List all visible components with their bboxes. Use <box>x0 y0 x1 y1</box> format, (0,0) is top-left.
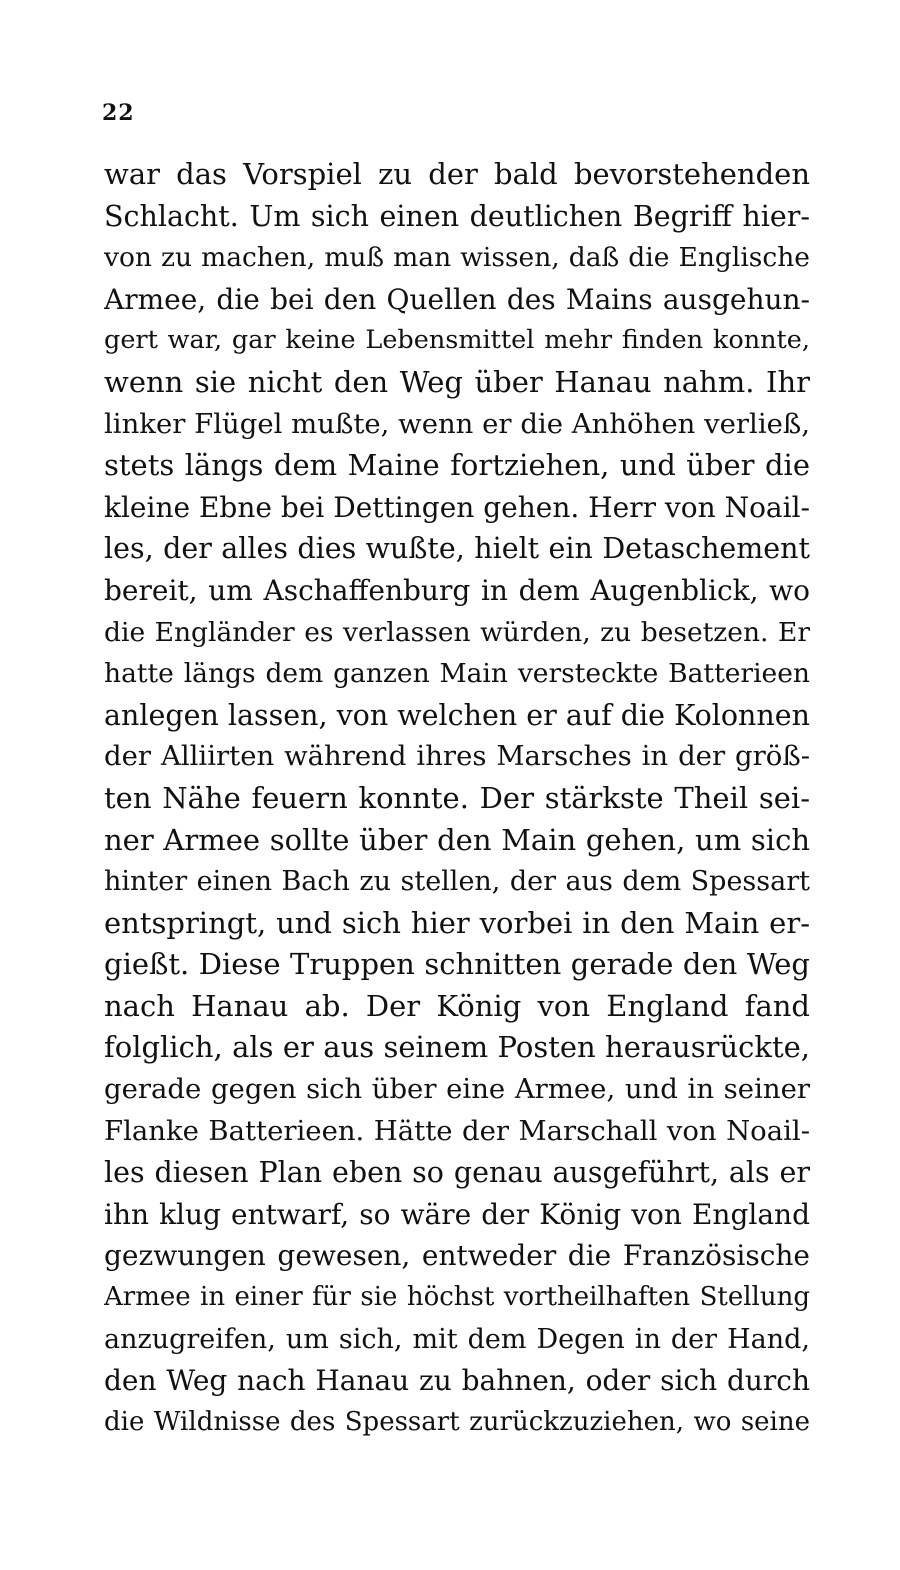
text-line: kleine Ebne bei Dettingen gehen. Herr von Noail- <box>104 490 810 524</box>
text-line: ner Armee sollte über den Main gehen, um sich <box>104 822 810 857</box>
text-line: entspringt, und sich hier vorbei in den Main er- <box>104 905 810 940</box>
text-line: ihn klug entwarf, so wäre der König von England <box>104 1197 810 1231</box>
text-line: war das Vorspiel zu der bald bevorstehenden <box>104 157 810 191</box>
text-line: wenn sie nicht den Weg über Hanau nahm. Ihr <box>104 364 810 399</box>
text-line: stets längs dem Maine fortziehen, und über die <box>104 448 810 483</box>
text-line: anzugreifen, um sich, mit dem Degen in der Hand, <box>104 1323 810 1355</box>
text-line: Flanke Batterieen. Hätte der Marschall von Noail- <box>104 1114 810 1147</box>
text-line: les, der alles dies wußte, hielt ein Detaschement <box>104 532 810 566</box>
text-line: den Weg nach Hanau zu bahnen, oder sich durch <box>104 1364 810 1398</box>
text-line: von zu machen, muß man wissen, daß die Englische <box>104 242 810 274</box>
text-line: ten Nähe feuern konnte. Der stärkste Theil sei- <box>104 780 810 815</box>
text-line: die Wildnisse des Spessart zurückzuziehen, wo seine <box>104 1406 810 1437</box>
text-line: gert war, gar keine Lebensmittel mehr finden konnte, <box>104 325 810 356</box>
text-line: die Engländer es verlassen würden, zu besetzen. Er <box>104 616 810 648</box>
text-line: linker Flügel mußte, wenn er die Anhöhen verließ, <box>104 407 810 440</box>
text-line: folglich, als er aus seinem Posten herausrückte, <box>104 1030 810 1065</box>
text-line: hinter einen Bach zu stellen, der aus dem Spessart <box>104 866 810 898</box>
text-line: gießt. Diese Truppen schnitten gerade den Weg <box>104 947 810 982</box>
text-line: gerade gegen sich über eine Armee, und in seiner <box>104 1073 810 1106</box>
text-line: Armee, die bei den Quellen des Mains ausgehun- <box>104 282 810 316</box>
text-line: bereit, um Aschaffenburg in dem Augenblick, wo <box>104 573 810 607</box>
text-line: nach Hanau ab. Der König von England fand <box>104 988 810 1023</box>
text-line: Armee in einer für sie höchst vortheilhaften Stellung <box>104 1282 810 1313</box>
text-line: gezwungen gewesen, entweder die Französische <box>104 1239 810 1273</box>
text-line: anlegen lassen, von welchen er auf die Kolonnen <box>104 698 810 732</box>
text-line: der Alliirten während ihres Marsches in der größ- <box>104 740 810 773</box>
text-line: Schlacht. Um sich einen deutlichen Begriff hier- <box>104 199 810 233</box>
body-text <box>104 154 810 1443</box>
page-number: 22 <box>102 100 135 126</box>
text-line: hatte längs dem ganzen Main versteckte Batterieen <box>104 658 810 690</box>
text-line: les diesen Plan eben so genau ausgeführt, als er <box>104 1156 810 1190</box>
